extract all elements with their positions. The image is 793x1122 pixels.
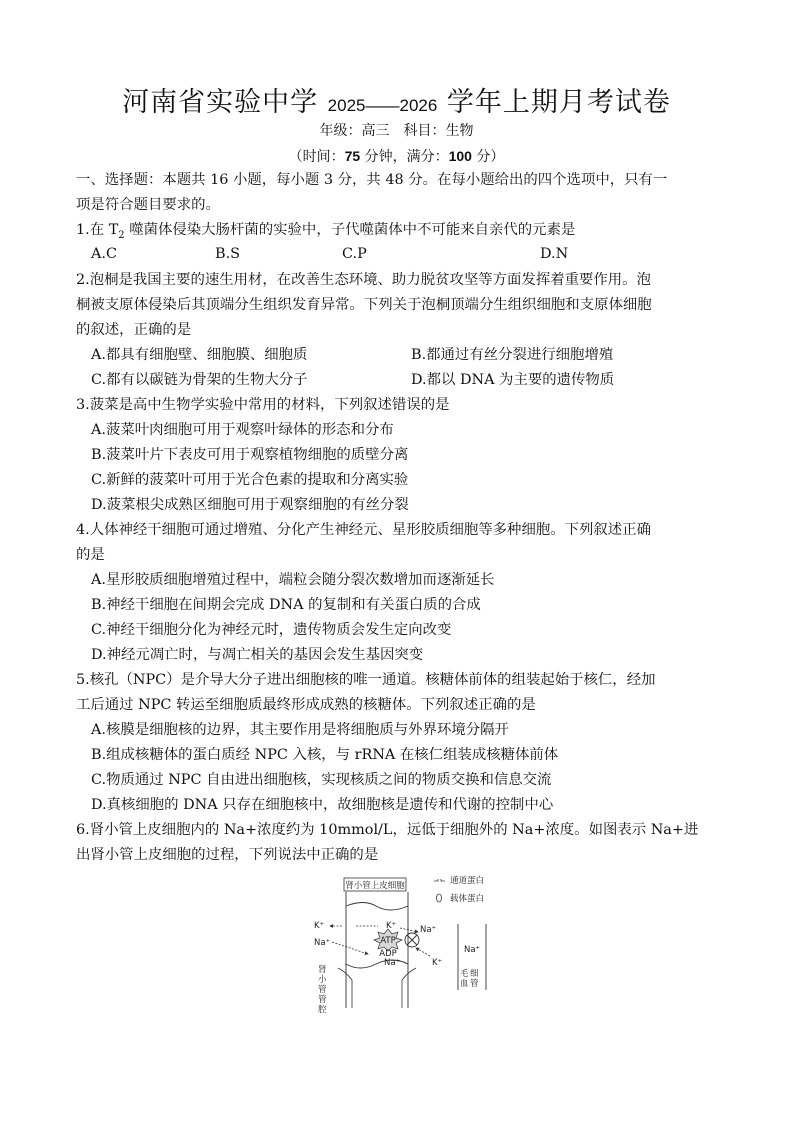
na-transport-figure — [308, 872, 504, 1024]
channel-legend-icon — [434, 879, 445, 881]
section-instructions-2: 项是符合题目要求的。 — [76, 197, 220, 213]
exam-title — [0, 80, 793, 119]
lumen-label — [318, 964, 327, 1015]
q5-option-b[interactable]: B.组成核糖体的蛋白质经 NPC 入核，与 rRNA 在核仁组装成核糖体前体 — [91, 747, 559, 763]
time-score: （时间：75 分钟，满分：100 分） — [288, 148, 505, 165]
time-value: 75 — [344, 148, 361, 164]
svg-text:管: 管 — [318, 995, 327, 1005]
svg-text:毛: 毛 — [460, 969, 469, 979]
q1-stem: 1.在 $T_2$ 噬菌体侵染大肠杆菌的实验中，子代噬菌体中不可能来自亲代的元素是 — [76, 222, 576, 241]
q2-option-a[interactable]: A.都具有细胞壁、细胞膜、细胞质 — [91, 347, 308, 363]
legend-carrier: 载体蛋白 — [450, 894, 485, 904]
svg-text:管: 管 — [470, 979, 479, 989]
lumen-na: Na⁺ — [314, 938, 331, 948]
svg-text:细: 细 — [470, 969, 479, 979]
q5-option-d[interactable]: D.真核细胞的 DNA 只存在细胞核中，故细胞核是遗传和代谢的控制中心 — [91, 797, 554, 813]
carrier-legend-icon — [437, 894, 442, 902]
q4-stem-1: 4.人体神经干细胞可通过增殖、分化产生神经元、星形胶质细胞等多种细胞。下列叙述正确 — [76, 522, 651, 538]
na-in-arrow — [332, 942, 368, 954]
lumen-k: K⁺ — [314, 921, 325, 931]
svg-text:小: 小 — [318, 975, 327, 985]
q3-option-a[interactable]: A.菠菜叶肉细胞可用于观察叶绿体的形态和分布 — [91, 422, 394, 438]
q4-option-a[interactable]: A.星形胶质细胞增殖过程中，端粒会随分裂次数增加而逐渐延长 — [91, 572, 495, 588]
cell-na: Na⁺ — [384, 958, 401, 968]
q5-stem-1: 5.核孔（NPC）是介导大分子进出细胞核的唯一通道。核糖体前体的组装起始于核仁，经加 — [76, 672, 656, 688]
legend-channel: 通道蛋白 — [450, 876, 485, 886]
cell-label: 肾小管上皮细胞 — [345, 881, 405, 891]
q1-option-d[interactable]: D.N — [540, 246, 569, 262]
svg-text:腔: 腔 — [318, 1005, 327, 1015]
q1-option-b[interactable]: B.S — [215, 246, 241, 262]
svg-text:管: 管 — [318, 985, 327, 995]
title-year: 2025——2026 — [327, 96, 438, 115]
k-in-arrow — [416, 948, 430, 956]
capillary-na: Na⁺ — [463, 945, 481, 955]
q2-stem-3: 的叙述，正确的是 — [76, 322, 192, 338]
q2-stem-1: 2.泡桐是我国主要的速生用材，在改善生态环境、助力脱贫攻坚等方面发挥着重要作用。泡 — [76, 272, 651, 288]
svg-text:肾: 肾 — [318, 965, 327, 975]
cell-k: K⁺ — [386, 921, 397, 931]
q4-option-c[interactable]: C.神经干细胞分化为神经元时，遗传物质会发生定向改变 — [91, 622, 452, 638]
q4-option-b[interactable]: B.神经干细胞在间期会完成 DNA 的复制和有关蛋白质的合成 — [91, 597, 481, 613]
adjacent-cells — [338, 968, 416, 1008]
q1-option-c[interactable]: C.P — [342, 246, 367, 262]
capillary-label — [460, 969, 479, 989]
q4-stem-2: 的是 — [76, 547, 105, 563]
q3-stem: 3.菠菜是高中生物学实验中常用的材料，下列叙述错误的是 — [76, 397, 450, 413]
q2-stem-2: 桐被支原体侵染后其顶端分生组织发育异常。下列关于泡桐顶端分生组织细胞和支原体细胞 — [76, 297, 652, 313]
q3-option-d[interactable]: D.菠菜根尖成熟区细胞可用于观察细胞的有丝分裂 — [91, 497, 409, 513]
adp-label: ADP — [379, 949, 397, 959]
atp-label: ATP — [380, 936, 396, 946]
pump-cross — [407, 935, 417, 945]
outer-na: Na⁺ — [420, 925, 437, 935]
section-instructions: 一、选择题：本题共 16 小题，每小题 3 分，共 48 分。在每小题给出的四个选项中，只有一 — [76, 172, 668, 188]
q3-option-b[interactable]: B.菠菜叶片下表皮可用于观察植物细胞的质壁分离 — [91, 447, 409, 463]
q6-stem-2: 出肾小管上皮细胞的过程，下列说法中正确的是 — [76, 847, 379, 863]
outer-k: K⁺ — [432, 958, 443, 968]
q2-option-b[interactable]: B.都通过有丝分裂进行细胞增殖 — [411, 347, 614, 363]
grade-subject: 年级：高三 科目：生物 — [319, 123, 474, 139]
score-value: 100 — [448, 148, 472, 164]
na-out-arrow — [400, 928, 418, 932]
q5-option-c[interactable]: C.物质通过 NPC 自由进出细胞核，实现核质之间的物质交换和信息交流 — [91, 772, 552, 788]
q5-option-a[interactable]: A.核膜是细胞核的边界，其主要作用是将细胞质与外界环境分隔开 — [91, 722, 509, 738]
q2-option-d[interactable]: D.都以 DNA 为主要的遗传物质 — [411, 372, 615, 388]
title-pre: 河南省实验中学 — [122, 87, 328, 118]
q4-option-d[interactable]: D.神经元凋亡时，与凋亡相关的基因会发生基因突变 — [91, 647, 424, 663]
q6-stem-1: 6.肾小管上皮细胞内的 Na+浓度约为 10mmol/L，远低于细胞外的 Na+浓度。如图表示 Na+进 — [76, 822, 699, 838]
q3-option-c[interactable]: C.新鲜的菠菜叶可用于光合色素的提取和分离实验 — [91, 472, 409, 488]
q1-option-a[interactable]: A.C — [91, 246, 117, 262]
q5-stem-2: 工后通过 NPC 转运至细胞质最终形成成熟的核糖体。下列叙述正确的是 — [76, 697, 536, 713]
svg-text:血: 血 — [460, 979, 469, 989]
q2-option-c[interactable]: C.都有以碳链为骨架的生物大分子 — [91, 372, 308, 388]
title-post: 学年上期月考试卷 — [437, 87, 671, 118]
